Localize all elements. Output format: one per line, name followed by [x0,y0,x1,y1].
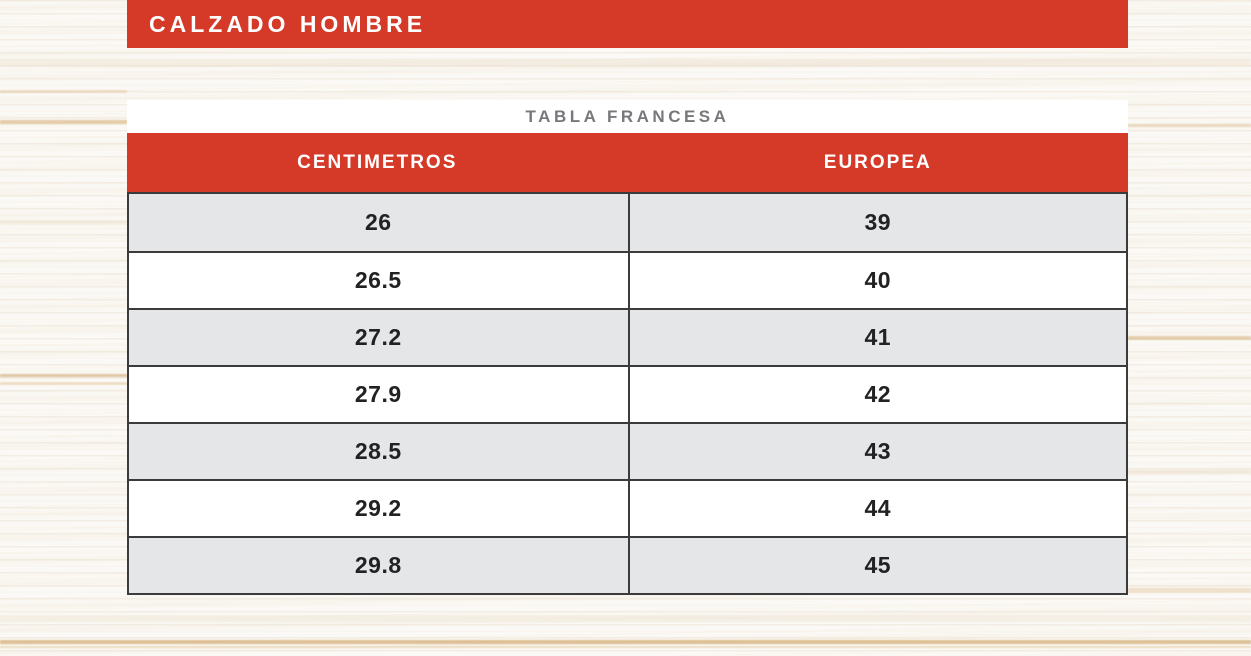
table-row [129,422,1126,479]
cell-centimetros: 29.2 [354,495,402,521]
wood-grain-streak [1128,588,1251,593]
cell-centimetros: 29.8 [354,552,402,578]
wood-grain-streak [0,90,127,93]
wood-grain-streak [1128,470,1251,474]
column-header-europea: EUROPEA [823,151,932,173]
wood-grain-streak [0,220,127,225]
table-row [129,251,1126,308]
cell-centimetros: 26 [364,209,392,235]
cell-europea: 43 [628,424,1127,479]
wood-grain-streak [0,382,127,385]
table-header-row [127,133,1128,192]
wood-grain-streak [0,615,1251,622]
column-header-centimetros: CENTIMETROS [297,151,458,173]
wood-grain-streak [0,120,127,124]
page-title: CALZADO HOMBRE [149,10,427,37]
cell-centimetros: 27.9 [354,381,402,407]
table-row [129,536,1126,593]
wood-grain-streak [1128,336,1251,340]
table-title-band [127,100,1128,133]
table-title: TABLA FRANCESA [525,106,730,126]
table-row [129,365,1126,422]
table-row [129,194,1126,251]
cell-centimetros: 27.2 [354,324,402,350]
cell-europea: 40 [628,253,1127,308]
cell-europea: 41 [628,310,1127,365]
cell-europea: 45 [628,538,1127,593]
table-row [129,479,1126,536]
table-row [129,308,1126,365]
cell-europea: 42 [628,367,1127,422]
table-body [127,192,1128,595]
header-banner [127,0,1128,48]
cell-centimetros: 28.5 [354,438,402,464]
wood-grain-streak [0,59,1251,67]
cell-europea: 44 [628,481,1127,536]
wood-grain-streak [0,640,1251,644]
size-conversion-table [127,100,1128,595]
cell-centimetros: 26.5 [354,267,402,293]
wood-grain-streak [0,646,1251,648]
wood-grain-streak [1128,124,1251,127]
cell-europea: 39 [628,194,1127,251]
wood-grain-streak [0,374,127,377]
